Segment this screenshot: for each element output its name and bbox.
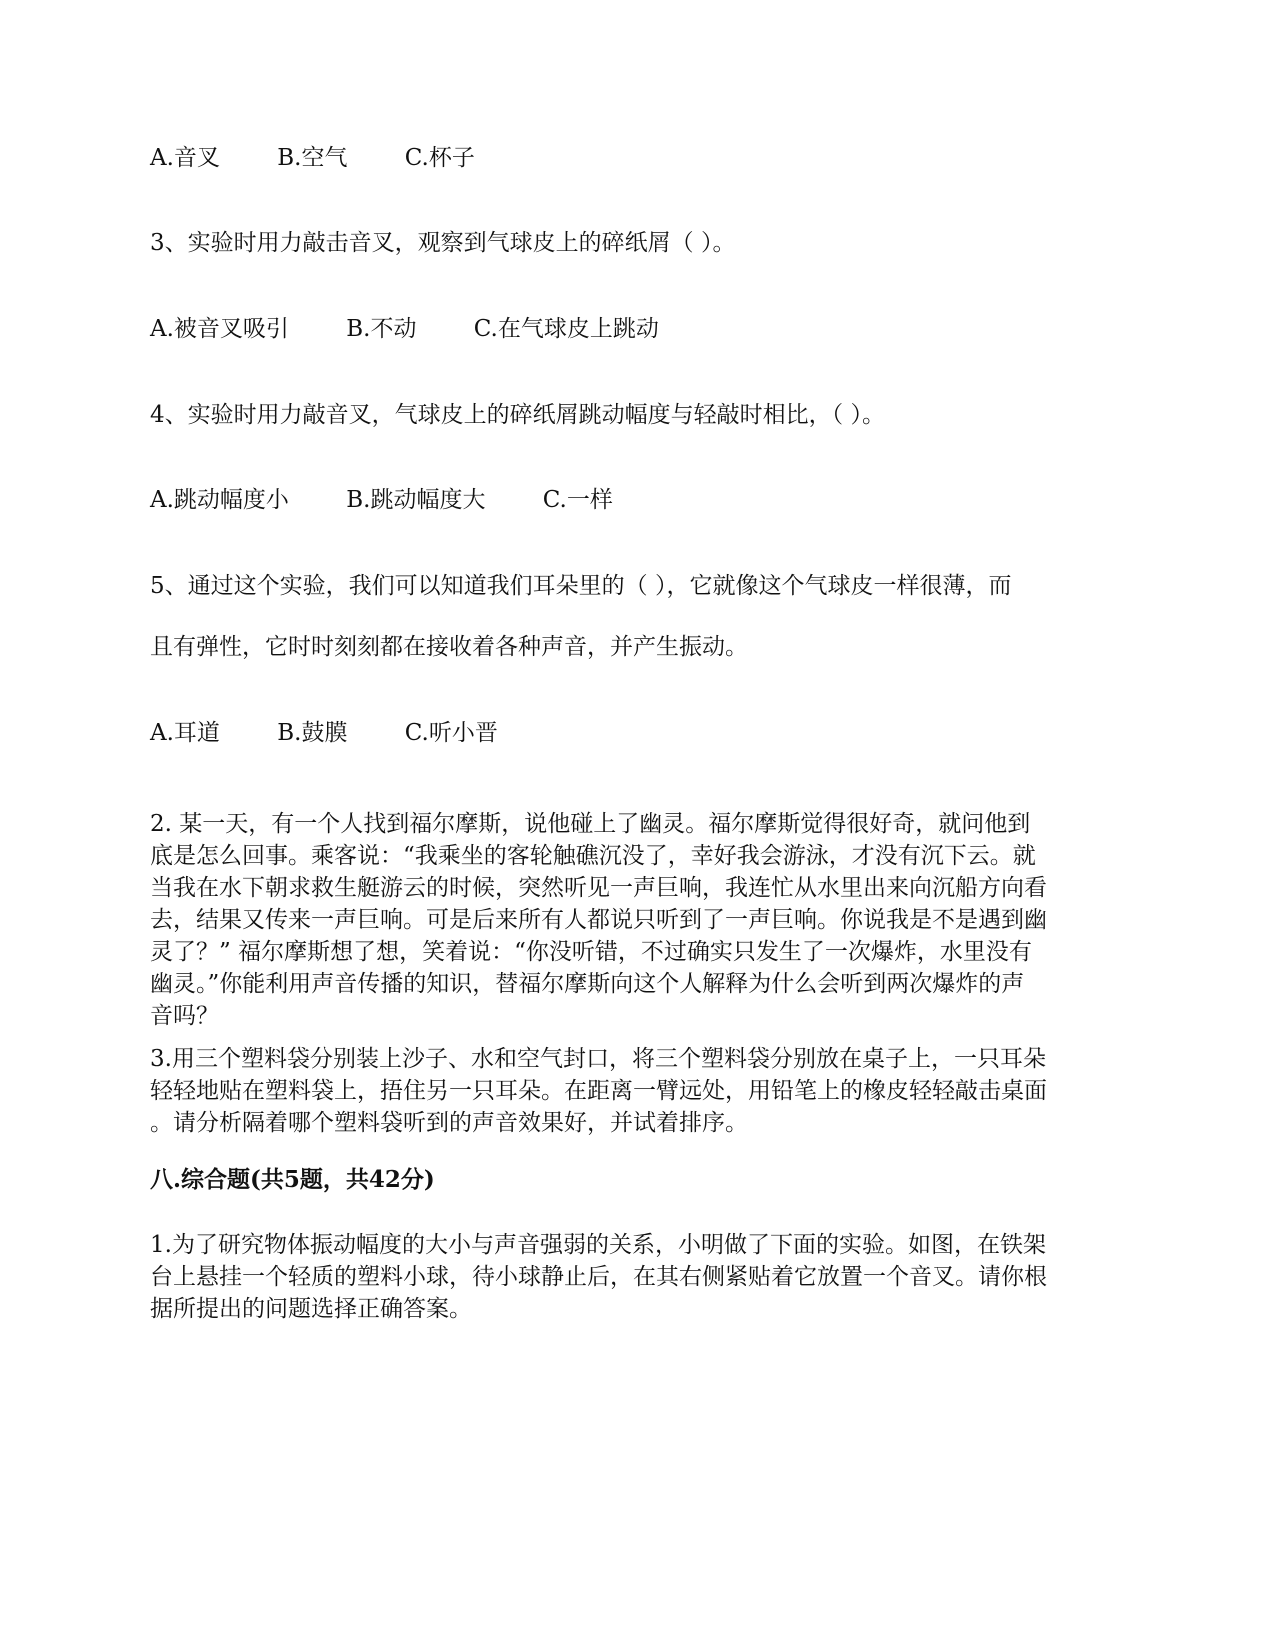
q5-options [150, 718, 498, 748]
paragraph-line: 幽灵。”你能利用声音传播的知识，替福尔摩斯向这个人解释为什么会听到两次爆炸的声 [150, 971, 1025, 997]
section-8-question-1 [150, 1229, 1120, 1325]
paragraph-line: 底是怎么回事。乘客说：“我乘坐的客轮触礁沉没了，幸好我会游泳，才没有沉下云。就 [150, 843, 1036, 869]
q5-question-line-1: 5、通过这个实验，我们可以知道我们耳朵里的（ ），它就像这个气球皮一样很薄，而 [150, 573, 1012, 599]
paragraph-line: 音吗？ [150, 1003, 219, 1029]
section-8-heading: 八.综合题(共5题，共42分) [150, 1166, 435, 1193]
paragraph-line: 据所提出的问题选择正确答案。 [150, 1296, 472, 1322]
q3-option-b: B.不动 [346, 316, 417, 342]
q3-question: 3、实验时用力敲击音叉，观察到气球皮上的碎纸屑（ ）。 [150, 230, 736, 256]
q4-option-b: B.跳动幅度大 [346, 487, 486, 513]
q5-option-b: B.鼓膜 [277, 720, 348, 746]
q2-option-b: B.空气 [277, 145, 348, 171]
q4-option-c: C.一样 [542, 487, 613, 513]
q5-option-a: A.耳道 [150, 720, 220, 746]
paragraph-line: 2. 某一天，有一个人找到福尔摩斯，说他碰上了幽灵。福尔摩斯觉得很好奇，就问他到 [150, 811, 1031, 837]
paragraph-line: 去，结果又传来一声巨响。可是后来所有人都说只听到了一声巨响。你说我是不是遇到幽 [150, 907, 1047, 933]
paragraph-line: 台上悬挂一个轻质的塑料小球，待小球静止后，在其右侧紧贴着它放置一个音叉。请你根 [150, 1264, 1047, 1290]
q4-options [150, 485, 613, 515]
paragraph-line: 1.为了研究物体振动幅度的大小与声音强弱的关系，小明做了下面的实验。如图，在铁架 [150, 1232, 1046, 1258]
q2-options [150, 143, 475, 173]
q3-option-a: A.被音叉吸引 [150, 316, 289, 342]
q3-options [150, 314, 659, 344]
paragraph-line: 。请分析隔着哪个塑料袋听到的声音效果好，并试着排序。 [150, 1110, 748, 1136]
paragraph-line: 灵了？” 福尔摩斯想了想，笑着说：“你没听错，不过确实只发生了一次爆炸，水里没有 [150, 939, 1032, 965]
paragraph-line: 轻轻地贴在塑料袋上，捂住另一只耳朵。在距离一臂远处，用铅笔上的橡皮轻轻敲击桌面 [150, 1078, 1047, 1104]
q3-option-c: C.在气球皮上跳动 [473, 316, 659, 342]
short-question-3 [150, 1043, 1120, 1139]
q5-option-c: C.听小晋 [404, 720, 498, 746]
paragraph-line: 3.用三个塑料袋分别装上沙子、水和空气封口，将三个塑料袋分别放在桌子上，一只耳朵 [150, 1046, 1046, 1072]
q4-question: 4、实验时用力敲音叉，气球皮上的碎纸屑跳动幅度与轻敲时相比，（ ）。 [150, 402, 885, 428]
q4-option-a: A.跳动幅度小 [150, 487, 289, 513]
q2-option-c: C.杯子 [404, 145, 475, 171]
paragraph-line: 当我在水下朝求救生艇游云的时候，突然听见一声巨响，我连忙从水里出来向沉船方向看 [150, 875, 1047, 901]
short-question-2 [150, 808, 1120, 1032]
q2-option-a: A.音叉 [150, 145, 220, 171]
q5-question-line-2: 且有弹性，它时时刻刻都在接收着各种声音，并产生振动。 [150, 634, 748, 660]
